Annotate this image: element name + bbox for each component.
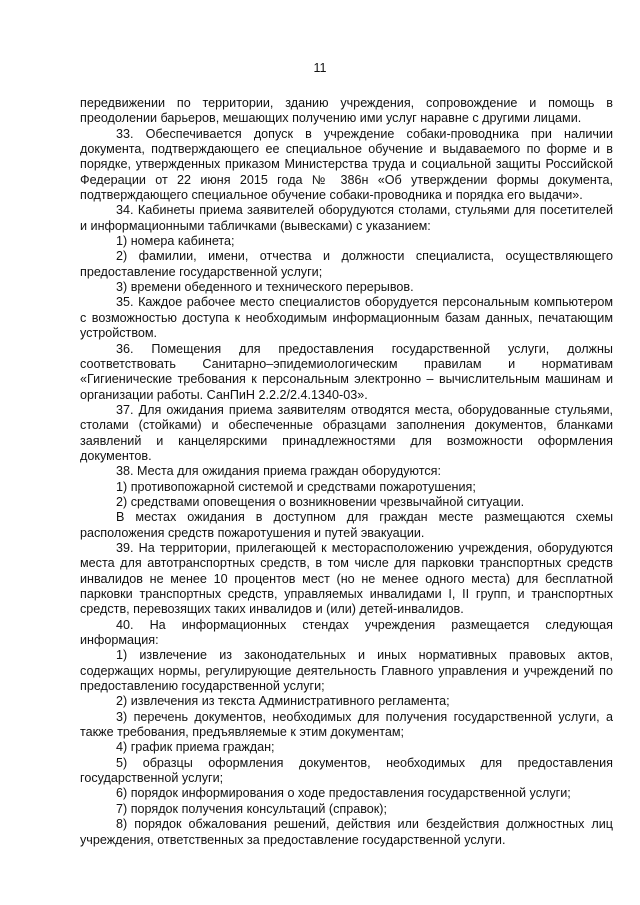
- paragraph-35: 35. Каждое рабочее место специалистов оборудуется персональным компьютером с возможностью доступа к необходимым информационным базам данных, печатающим устройством.: [80, 295, 613, 341]
- page-number: 11: [313, 61, 327, 75]
- list-item: 6) порядок информирования о ходе предоставления государственной услуги;: [116, 786, 571, 801]
- list-item: 7) порядок получения консультаций (справок);: [116, 801, 387, 816]
- paragraph-33: 33. Обеспечивается допуск в учреждение собаки-проводника при наличии документа, подтверждающего ее специальное обучение и выдаваемого по форме и в порядке, утвержденных приказом Министерства труда и социальной защиты Российской Федерации от 22 июня 2015 года № 386н «Об утверждении формы документа, подтверждающего специальное обучение собаки-проводника и порядка его выдачи».: [80, 126, 613, 203]
- paragraph-38: 38. Места для ожидания приема граждан оборудуются:: [116, 464, 441, 479]
- list-item: 5) образцы оформления документов, необходимых для предоставления государственной услуги;: [80, 755, 613, 786]
- document-body: [80, 96, 613, 848]
- paragraph-36: 36. Помещения для предоставления государственной услуги, должны соответствовать Санитарно–эпидемиологическим правилам и нормативам «Гигиенические требования к персональным электронно – вычислительным машинам и организации работы. СанПиН 2.2.2/2.4.1340-03».: [80, 341, 613, 402]
- paragraph-34: 34. Кабинеты приема заявителей оборудуются столами, стульями для посетителей и информационными табличками (вывесками) с указанием:: [80, 203, 613, 233]
- list-item: 1) номера кабинета;: [116, 234, 235, 249]
- list-item: 8) порядок обжалования решений, действия или бездействия должностных лиц учреждения, ответственных за предоставление государственной услуги.: [80, 817, 613, 847]
- paragraph-37: 37. Для ожидания приема заявителям отводятся места, оборудованные стульями, столами (стойками) и обеспеченные образцами заполнения документов, бланками заявлений и канцелярскими принадлежностями для возможности оформления документов.: [80, 402, 613, 463]
- list-item: 2) фамилии, имени, отчества и должности специалиста, осуществляющего предоставление государственной услуги;: [80, 249, 613, 279]
- list-item: 1) противопожарной системой и средствами пожаротушения;: [116, 479, 476, 494]
- list-item: 3) времени обеденного и технического перерывов.: [116, 280, 414, 295]
- paragraph-39: 39. На территории, прилегающей к месторасположению учреждения, оборудуются места для автотранспортных средств, в том числе для парковки транспортных средств инвалидов не менее 10 процентов мест (но не менее одного места) для бесплатной парковки транспортных средств, управляемых инвалидами I, II групп, и транспортных средств, перевозящих таких инвалидов и (или) детей-инвалидов.: [80, 540, 613, 617]
- list-item: 2) извлечения из текста Административного регламента;: [116, 694, 450, 709]
- list-item: 4) график приема граждан;: [116, 740, 275, 755]
- paragraph: передвижении по территории, зданию учреждения, сопровождение и помощь в преодолении барьеров, мешающих получению ими услуг наравне с другими лицами.: [80, 96, 613, 126]
- list-item: 3) перечень документов, необходимых для получения государственной услуги, а также требования, предъявляемые к этим документам;: [80, 709, 613, 740]
- list-item: 2) средствами оповещения о возникновении чрезвычайной ситуации.: [116, 494, 525, 509]
- paragraph: В местах ожидания в доступном для граждан месте размещаются схемы расположения средств пожаротушения и путей эвакуации.: [80, 510, 613, 540]
- list-item: 1) извлечение из законодательных и иных нормативных правовых актов, содержащих нормы, регулирующие деятельность Главного управления и учреждений по предоставлению государственной услуги;: [80, 648, 613, 694]
- paragraph-40: 40. На информационных стендах учреждения размещается следующая информация:: [80, 617, 613, 648]
